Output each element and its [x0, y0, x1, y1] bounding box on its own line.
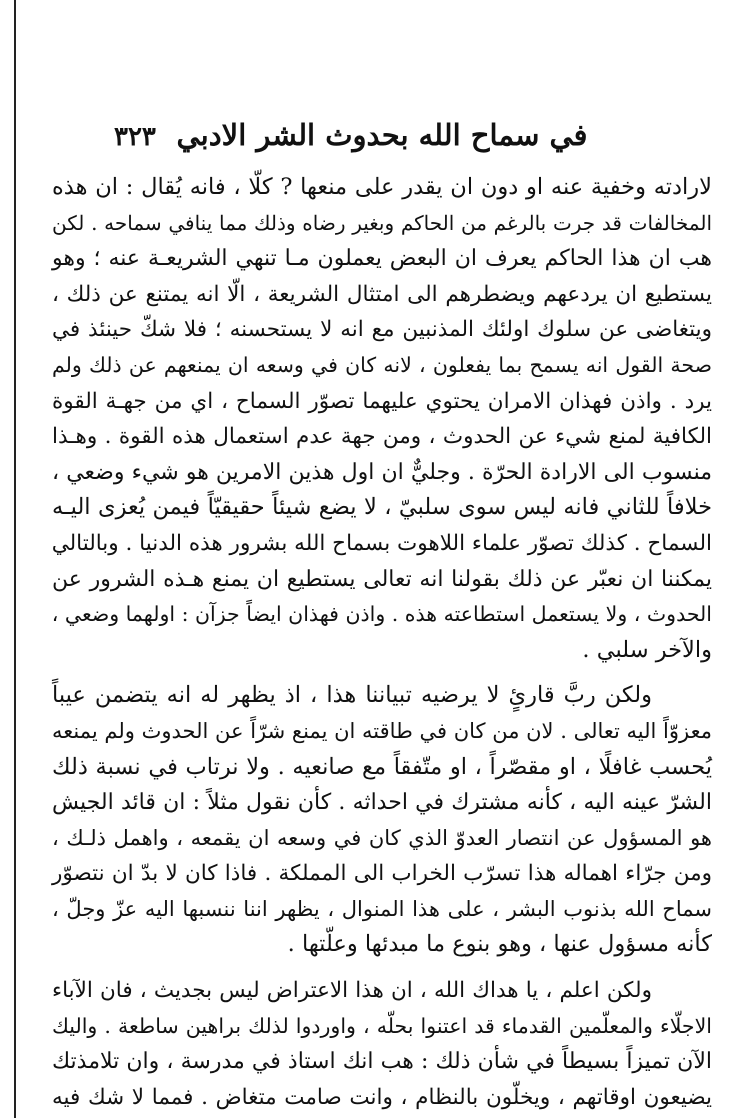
page-number: ٣٢٣ [114, 122, 156, 152]
text-line: هو المسؤول عن انتصار العدوّ الذي كان في وسعه ان يقمعه ، واهمل ذلـك ، [52, 825, 712, 850]
paragraph [52, 170, 712, 668]
text-line: الشرّ عينه اليه ، كأنه مشترك في احداثه . كأن نقول مثلاً : ان قائد الجيش [52, 790, 712, 816]
text-line: خلافاً للثاني فانه ليس سوى سلبيّ ، لا يضع شيئاً حقيقيّاً فيمن يُعزى اليـه [52, 494, 712, 521]
text-line: سماح الله بذنوب البشر ، على هذا المنوال ، يظهر اننا ننسبها اليه عزّ وجلّ ، [52, 896, 712, 921]
text-line: ولكن اعلم ، يا هداك الله ، ان هذا الاعتراض ليس بجديث ، فان الآباء [52, 978, 652, 1004]
text-line: منسوب الى الارادة الحرّة . وجليٌّ ان اول هذين الامرين هو شيء وضعي ، [52, 459, 712, 485]
running-head: في سماح الله بحدوث الشر الادبي [176, 118, 588, 152]
text-line: لارادته وخفية عنه او دون ان يقدر على منعها ? كلّا ، فانه يُقال : ان هذه [52, 174, 712, 200]
text-line: يرد . واذن فهذان الامران يحتوي عليهما تصوّر السماح ، اي من جهـة القوة [52, 388, 712, 414]
text-line: المخالفات قد جرت بالرغم من الحاكم وبغير رضاه وذلك مما ينافي سماحه . لكن [52, 210, 712, 235]
text-line: ومن جرّاء اهماله هذا تسرّب الخراب الى المملكة . فاذا كان لا بدّ ان نتصوّر [52, 861, 712, 887]
text-line: الآن تميزاً بسيطاً في شأن ذلك : هب انك استاذ في مدرسة ، وان تلامذتك [52, 1049, 712, 1075]
text-line: الاجلّاء والمعلّمين القدماء قد اعتنوا بحلّه ، واوردوا لذلك براهين ساطعة . واليك [52, 1013, 712, 1038]
text-line: كأنه مسؤول عنها ، وهو بنوع ما مبدئها وعلّتها . [287, 931, 712, 958]
text-line: ولكن ربَّ قارئٍ لا يرضيه تبياننا هذا ، اذ يظهر له انه يتضمن عيباً [52, 682, 652, 709]
paragraph [52, 678, 712, 963]
page-header [52, 118, 712, 170]
paragraph [52, 973, 712, 1115]
text-line: السماح . كذلك تصوّر علماء اللاهوت بسماح الله بشرور هذه الدنيا . وبالتالي [51, 530, 712, 556]
text-line: الكافية لمنع شيء عن الحدوث ، ومن جهة عدم استعمال هذه القوة . وهـذا [52, 424, 712, 450]
text-line: معزوّاً اليه تعالى . لان من كان في طاقته ان يمنع شرّاً عن الحدوث ولم يمنعه [52, 718, 712, 743]
text-line: صحة القول انه يسمح بما يفعلون ، لانه كان في وسعه ان يمنعهم عن ذلك ولم [52, 352, 712, 377]
book-page [52, 118, 712, 1115]
text-line: ويتغاضى عن سلوك اولئك المذنبين مع انه لا يستحسنه ؛ فلا شكّ حينئذ في [52, 317, 712, 343]
text-line: يمكننا ان نعبّر عن ذلك بقولنا انه تعالى يستطيع ان يمنع هـذه الشرور عن [52, 566, 712, 592]
text-line: يستطيع ان يردعهم ويضطرهم الى امتثال الشريعة ، الّا انه يمتنع عن ذلك ، [52, 281, 712, 307]
text-line: والآخر سلبي . [582, 636, 712, 663]
text-line: هب ان هذا الحاكم يعرف ان البعض يعملون مـا تنهي الشريعـة عنه ؛ وهو [52, 246, 712, 272]
text-line: يضيعون اوقاتهم ، ويخلّون بالنظام ، وانت صامت متغاض . فمما لا شك فيه [52, 1084, 712, 1110]
text-line: الحدوث ، ولا يستعمل استطاعته هذه . واذن فهذان ايضاً جزآن : اولهما وضعي ، [51, 602, 712, 627]
page-left-edge [14, 0, 16, 1118]
text-line: يُحسب غافلًا ، او مقصّراً ، او متّفقاً مع صانعيه . ولا نرتاب في نسبة ذلك [52, 753, 712, 780]
